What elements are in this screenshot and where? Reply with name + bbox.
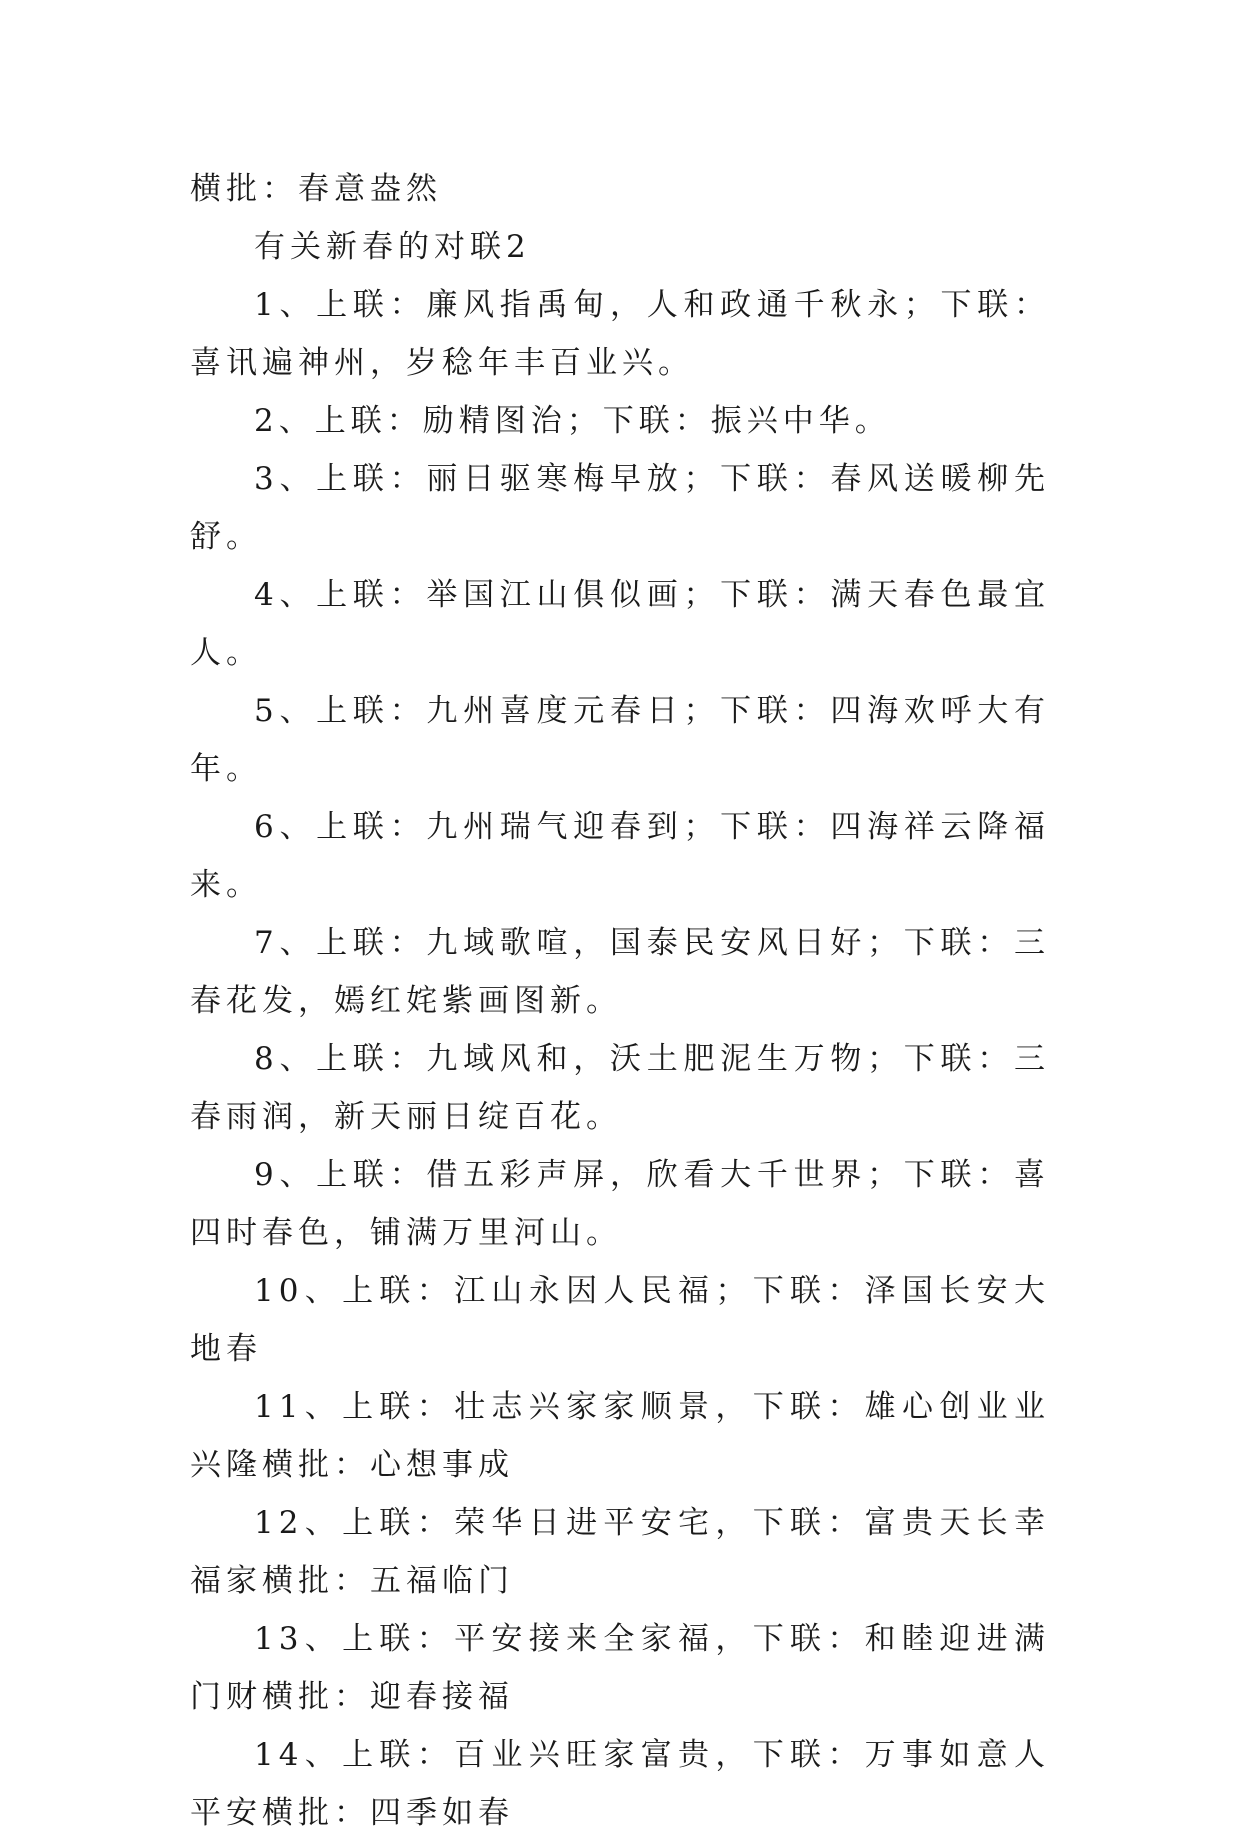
banner-line: 横批：春意盎然: [190, 171, 442, 207]
document-body: [190, 160, 1050, 1842]
couplet-item-14: 14、上联：百业兴旺家富贵，下联：万事如意人平安横批：四季如春: [190, 1737, 1050, 1831]
couplet-item-6: 6、上联：九州瑞气迎春到；下联：四海祥云降福来。: [190, 809, 1050, 903]
section-heading: 有关新春的对联2: [254, 229, 531, 265]
couplet-item-3: 3、上联：丽日驱寒梅早放；下联：春风送暖柳先舒。: [190, 461, 1050, 555]
couplet-item-5: 5、上联：九州喜度元春日；下联：四海欢呼大有年。: [190, 693, 1050, 787]
couplet-item-4: 4、上联：举国江山俱似画；下联：满天春色最宜人。: [190, 577, 1050, 671]
couplet-item-10: 10、上联：江山永因人民福；下联：泽国长安大地春: [190, 1273, 1050, 1367]
couplet-item-2: 2、上联：励精图治；下联：振兴中华。: [254, 403, 891, 439]
couplet-item-9: 9、上联：借五彩声屏，欣看大千世界；下联：喜四时春色，铺满万里河山。: [190, 1157, 1050, 1251]
couplet-item-7: 7、上联：九域歌喧，国泰民安风日好；下联：三春花发，嫣红姹紫画图新。: [190, 925, 1050, 1019]
couplet-item-8: 8、上联：九域风和，沃土肥泥生万物；下联：三春雨润，新天丽日绽百花。: [190, 1041, 1050, 1135]
couplet-item-1: 1、上联：廉风指禹甸，人和政通千秋永；下联：喜讯遍神州，岁稔年丰百业兴。: [190, 287, 1050, 381]
couplet-item-11: 11、上联：壮志兴家家顺景，下联：雄心创业业兴隆横批：心想事成: [190, 1389, 1050, 1483]
couplet-item-13: 13、上联：平安接来全家福，下联：和睦迎进满门财横批：迎春接福: [190, 1621, 1050, 1715]
couplet-item-12: 12、上联：荣华日进平安宅，下联：富贵天长幸福家横批：五福临门: [190, 1505, 1050, 1599]
